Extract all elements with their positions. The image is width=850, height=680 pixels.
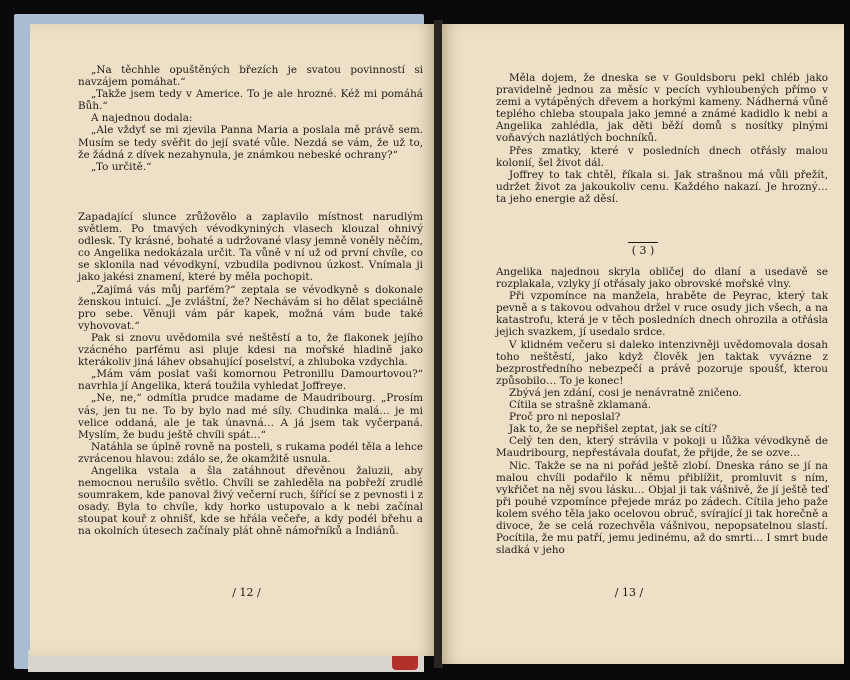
paragraph: Angelika vstala a šla zatáhnout dřevěnou žaluzii, aby nemocnou nerušilo světlo. Chvíli se zahleděla na pobřeží zrudlé soumrakem, kde panoval živý večerní ruch, šířící se z pevnosti i z osady. Byla to chvíle, kdy horko ustupovalo a k nebi začínal stoupat kouř z ohnišť, kde se hřála večeře, a kdy podél břehu a na okolních útesech začínaly plát ohně námořníků a Indiánů. <box>78 464 423 538</box>
paragraph: Měla dojem, že dneska se v Gouldsboru pekl chléb jako pravidelně jednou za měsíc v pecích vyhloubených přímo v zemi a vytápěných dřevem a horkými kameny. Nádherná vůně teplého chleba stoupala jako jemné a známé kadidlo k nebi a Angelika zahlédla, jak děti běží domů s nosítky plnými voňavých nazlátlých bochníků. <box>496 72 828 145</box>
paragraph: Cítila se strašně zklamaná. <box>509 399 652 412</box>
chapter-number <box>442 242 844 257</box>
paragraph: „Ne, ne,“ odmítla prudce madame de Maudribourg. „Prosím vás, jen tu ne. To by bylo nad mé síly. Chudinka malá… je mi velice oddaná, ale je tak únavná… A já jsem tak vyčerpaná. Myslím, že budu ještě chvíli spát…“ <box>78 392 423 441</box>
paragraph: „Takže jsem tedy v Americe. To je ale hrozné. Kéž mi pomáhá Bůh.“ <box>78 88 423 113</box>
paragraph: „Ale vždyť se mi zjevila Panna Maria a poslala mě právě sem. Musím se tedy svěřit do její svaté vůle. Nezdá se vám, že už to, že žádná z dívek nezahynula, je známkou nebeské ochrany?“ <box>78 124 423 161</box>
paragraph: Zapadající slunce zrůžovělo a zaplavilo místnost narudlým světlem. Po tmavých vévodkyniných vlasech klouzal ohnivý odlesk. Ty krásné, bohaté a udržované vlasy jemně voněly něčím, co Angelika nedokázala určit. Ta vůně v ní už od první chvíle, co se sklonila nad vévodkyní, vzbudila podivnou úzkost. Vnímala ji jako jakési znamení, které by měla pochopit. <box>78 211 423 284</box>
page-number: / 12 / <box>232 586 261 599</box>
paragraph: A najednou dodala: <box>91 112 193 125</box>
paragraph: Angelika najednou skryla obličej do dlaní a usedavě se rozplakala, vzlyky jí otřásaly jako obrovské mořské vlny. <box>496 266 828 291</box>
paragraph: Joffrey to tak chtěl, říkala si. Jak strašnou má vůli přežít, udržet život za jakoukoliv cenu. Každého nakazí. Je hrozný… ta jeho energie až děsí. <box>496 168 828 205</box>
chapter-number-label: ( 3 ) <box>628 242 659 257</box>
right-page <box>442 24 844 664</box>
right-page-block-1 <box>496 72 828 205</box>
left-page <box>30 24 435 656</box>
paragraph: Celý ten den, který strávila v pokoji u lůžka vévodkyně de Maudribourg, nepřestávala doufat, že přijde, že se ozve… <box>496 435 828 460</box>
page-number: / 13 / <box>614 586 644 599</box>
paragraph: „To určitě.“ <box>91 160 152 173</box>
paragraph: „Mám vám poslat vaši komornou Petronillu Damourtovou?“ navrhla jí Angelika, která toužila vyhledat Joffreye. <box>78 368 423 393</box>
left-page-block-2 <box>78 211 423 538</box>
paragraph: Proč pro ni neposlal? <box>509 411 621 424</box>
paragraph: „Na těchhle opuštěných březích je svatou povinností si navzájem pomáhat.“ <box>78 64 423 89</box>
paragraph: Pak si znovu uvědomila své neštěstí a to, že flakonek jejího vzácného parfému asi pluje kdesi na mořské hladině jako kterákoliv jiná láhev obsahující poselství, a zhluboka vzdychla. <box>78 331 423 369</box>
paragraph: Přes zmatky, které v posledních dnech otřásly malou kolonií, šel život dál. <box>496 144 828 169</box>
paragraph: „Zajímá vás můj parfém?“ zeptala se vévodkyně s dokonale ženskou intuicí. „Je zvláštní, že? Nechávám si ho dělat speciálně pro sebe. Věnuji vám pár kapek, možná vám bude také vyhovovat.“ <box>78 283 423 332</box>
left-page-block-1 <box>78 64 423 173</box>
paragraph: V klidném večeru si daleko intenzivněji uvědomovala dosah toho neštěstí, jako když člověk jen taktak vyvázne z bezprostředního nebezpečí a právě pozoruje spoušť, kterou způsobilo… To je konec! <box>496 338 828 387</box>
paragraph: Zbývá jen zdání, cosi je nenávratně zničeno. <box>509 386 742 399</box>
paragraph: Nic. Takže se na ni pořád ještě zlobí. Dneska ráno se jí na malou chvíli podařilo k němu přiblížit, promluvit s ním, vykřičet na něj svou lásku… Objal ji tak vášnivě, že jí ještě teď při pouhé vzpomínce přejede mráz po zádech. Cítila jeho paže kolem svého těla jako ocelovou obruč, svírající ji tak horečně a divoce, že se celá rozechvěla vášnivou, nepopsatelnou slastí. Pocítila, že mu patří, jemu jedinému, až do smrti… I smrt bude sladká v jeho <box>496 459 828 557</box>
right-page-block-2 <box>496 266 828 556</box>
paragraph: Při vzpomínce na manžela, hraběte de Peyrac, který tak pevně a s takovou odvahou držel v ruce osudy jich všech, a na katastrofu, která je v těch posledních dnech ohrozila a otřásla jejich svazkem, jí usedalo srdce. <box>496 290 828 339</box>
paragraph: Jak to, že se nepřišel zeptat, jak se cítí? <box>509 423 718 436</box>
paragraph: Natáhla se úplně rovně na posteli, s rukama podél těla a lehce zvrácenou hlavou: zdálo se, že okamžitě usnula. <box>78 440 423 465</box>
